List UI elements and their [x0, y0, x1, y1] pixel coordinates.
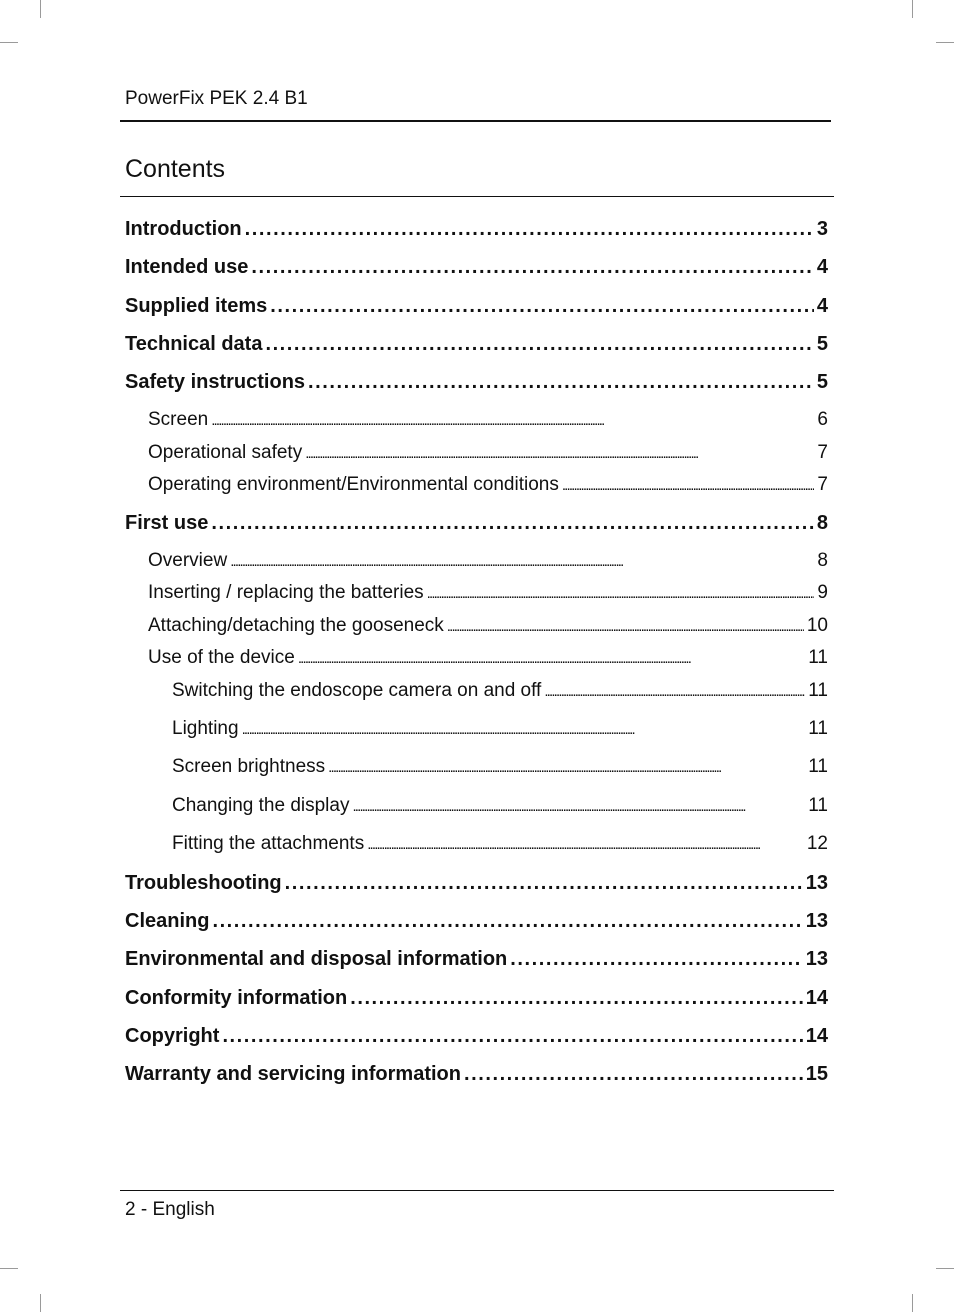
toc-entry-page: 10	[806, 615, 828, 636]
toc-entry-page: 7	[817, 474, 828, 495]
toc-entry[interactable]	[148, 409, 828, 431]
toc-entry[interactable]	[148, 647, 828, 669]
toc-entry-title: Lighting	[172, 718, 239, 739]
toc-leader-dots	[211, 409, 814, 431]
toc-leader-dots	[265, 333, 813, 356]
toc-entry[interactable]	[125, 987, 828, 1010]
toc-entry-page: 6	[817, 409, 828, 430]
toc-leader-dots	[242, 718, 806, 740]
toc-leader-dots	[427, 582, 815, 604]
toc-entry-title: Inserting / replacing the batteries	[148, 582, 424, 603]
crop-mark	[912, 1294, 913, 1312]
toc-entry-page: 11	[808, 718, 828, 739]
toc-entry-title: Safety instructions	[125, 371, 306, 393]
toc-entry[interactable]	[148, 582, 828, 604]
toc-entry-page: 5	[816, 333, 828, 355]
toc-entry-page: 7	[817, 442, 828, 463]
toc-entry[interactable]	[125, 1025, 828, 1048]
toc-entry-title: Attaching/detaching the gooseneck	[148, 615, 444, 636]
toc-leader-dots	[245, 218, 814, 241]
toc-entry-page: 11	[808, 680, 828, 701]
running-header: PowerFix PEK 2.4 B1	[125, 88, 308, 109]
toc-entry[interactable]	[148, 550, 828, 572]
toc-entry-title: Overview	[148, 550, 228, 571]
toc-entry-title: Intended use	[125, 256, 249, 278]
header-rule	[120, 120, 831, 122]
toc-entry-title: Operational safety	[148, 442, 303, 463]
toc-entry-title: Environmental and disposal information	[125, 948, 508, 970]
toc-entry[interactable]	[125, 218, 828, 241]
toc-entry-page: 9	[817, 582, 828, 603]
toc-entry-title: Operating environment/Environmental conditions	[148, 474, 559, 495]
toc-entry-page: 12	[806, 833, 828, 854]
toc-leader-dots	[305, 442, 814, 464]
page-title: Contents	[125, 155, 226, 183]
toc-leader-dots	[270, 295, 814, 318]
toc-entry-title: Changing the display	[172, 795, 350, 816]
toc-entry-title: Technical data	[125, 333, 263, 355]
crop-mark	[912, 0, 913, 18]
footer-rule	[120, 1190, 834, 1191]
toc-entry-title: Copyright	[125, 1025, 220, 1047]
toc-entry-title: Warranty and servicing information	[125, 1063, 461, 1085]
toc-entry-page: 15	[805, 1063, 828, 1085]
toc-entry-page: 14	[805, 987, 828, 1009]
toc-entry[interactable]	[125, 256, 828, 279]
crop-mark	[40, 0, 41, 18]
toc-entry[interactable]	[125, 512, 828, 535]
toc-leader-dots	[562, 474, 815, 496]
running-footer: 2 - English	[125, 1199, 215, 1220]
toc-entry-title: First use	[125, 512, 209, 534]
toc-entry[interactable]	[125, 948, 828, 971]
toc-leader-dots	[211, 512, 814, 535]
toc-leader-dots	[298, 647, 805, 669]
toc-entry-title: Switching the endoscope camera on and off	[172, 680, 542, 701]
toc-entry-title: Screen brightness	[172, 756, 326, 777]
toc-leader-dots	[464, 1063, 803, 1086]
toc-entry[interactable]	[148, 474, 828, 496]
crop-mark	[40, 1294, 41, 1312]
toc-entry[interactable]	[172, 795, 828, 817]
toc-entry-title: Use of the device	[148, 647, 295, 668]
toc-leader-dots	[285, 872, 803, 895]
toc-leader-dots	[230, 550, 814, 572]
crop-mark	[936, 42, 954, 43]
toc-entry[interactable]	[172, 833, 828, 855]
toc-leader-dots	[544, 680, 805, 702]
crop-mark	[936, 1268, 954, 1269]
toc-entry[interactable]	[172, 756, 828, 778]
toc-entry-page: 13	[805, 872, 828, 894]
toc-leader-dots	[308, 371, 814, 394]
toc-entry-page: 11	[808, 647, 828, 668]
toc-entry-title: Introduction	[125, 218, 242, 240]
toc-entry-page: 5	[816, 371, 828, 393]
toc-leader-dots	[352, 795, 805, 817]
toc-entry[interactable]	[148, 442, 828, 464]
toc-leader-dots	[222, 1025, 802, 1048]
toc-entry-title: Screen	[148, 409, 209, 430]
toc-entry[interactable]	[125, 371, 828, 394]
toc-entry[interactable]	[125, 333, 828, 356]
toc-leader-dots	[367, 833, 804, 855]
toc-entry-title: Cleaning	[125, 910, 210, 932]
toc-entry-page: 11	[808, 756, 828, 777]
toc-entry-title: Fitting the attachments	[172, 833, 365, 854]
toc-entry[interactable]	[172, 680, 828, 702]
toc-leader-dots	[350, 987, 803, 1010]
toc-leader-dots	[510, 948, 802, 971]
toc-entry[interactable]	[125, 1063, 828, 1086]
toc-entry[interactable]	[148, 615, 828, 637]
toc-leader-dots	[447, 615, 804, 637]
toc-leader-dots	[212, 910, 802, 933]
toc-entry-title: Supplied items	[125, 295, 268, 317]
toc-leader-dots	[251, 256, 814, 279]
toc-entry-page: 11	[808, 795, 828, 816]
crop-mark	[0, 42, 18, 43]
toc-entry[interactable]	[125, 872, 828, 895]
toc-entry[interactable]	[125, 295, 828, 318]
toc-leader-dots	[328, 756, 805, 778]
toc-entry-title: Troubleshooting	[125, 872, 282, 894]
toc-entry-page: 3	[816, 218, 828, 240]
toc-entry-page: 14	[805, 1025, 828, 1047]
toc-entry[interactable]	[125, 910, 828, 933]
toc-entry-page: 8	[817, 550, 828, 571]
toc-entry-page: 4	[816, 295, 828, 317]
toc-entry-page: 8	[816, 512, 828, 534]
toc-entry-page: 4	[816, 256, 828, 278]
toc-entry-page: 13	[805, 910, 828, 932]
toc-entry-page: 13	[805, 948, 828, 970]
toc-entry-title: Conformity information	[125, 987, 348, 1009]
toc-entry[interactable]	[172, 718, 828, 740]
title-rule	[120, 196, 834, 197]
crop-mark	[0, 1268, 18, 1269]
